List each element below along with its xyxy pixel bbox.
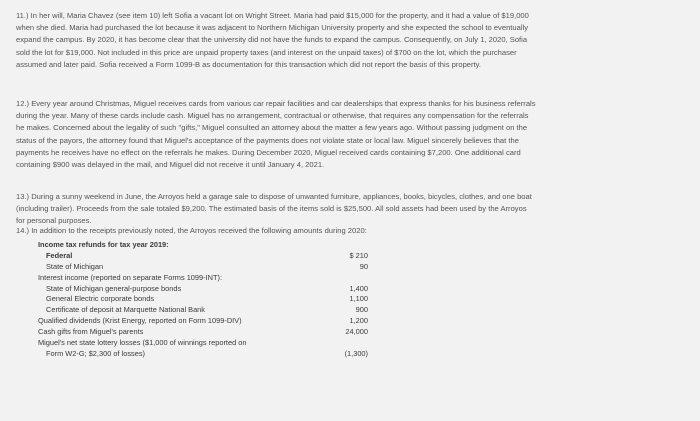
row-label: Qualified dividends (Krist Energy, reported on Form 1099-DIV) bbox=[38, 316, 242, 326]
row-label: Cash gifts from Miguel's parents bbox=[38, 327, 144, 337]
table-row bbox=[38, 305, 368, 316]
text-line: 13.) During a sunny weekend in June, the Arroyos held a garage sale to dispose of unwanted furniture, appliances, books, bicycles, clothes, and one boat bbox=[16, 192, 532, 201]
row-label: Certificate of deposit at Marquette National Bank bbox=[46, 305, 205, 315]
text-line: during the year. Many of these cards include cash. Miguel has no arrangement, contractual or otherwise, that requires any compensation for the referrals bbox=[16, 111, 529, 121]
row-label: State of Michigan bbox=[46, 261, 104, 271]
text-line: expand the campus. By 2020, it has become clear that the university did not have the funds to expand the campus. Consequently, on July 1, 2020, Sofia bbox=[16, 35, 528, 45]
item-11-paragraph bbox=[16, 10, 686, 71]
table-row bbox=[38, 273, 368, 284]
text-line: 12.) Every year around Christmas, Miguel receives cards from various car repair facilities and car dealerships that express thanks for his business referrals bbox=[16, 99, 536, 108]
row-value: 1,100 bbox=[349, 294, 368, 304]
table-row bbox=[38, 240, 368, 251]
text-line: for personal purposes. bbox=[16, 216, 92, 226]
row-value: $ 210 bbox=[349, 250, 368, 260]
table-row bbox=[38, 338, 368, 360]
row-value: 24,000 bbox=[345, 327, 368, 337]
item-14-paragraph bbox=[16, 225, 686, 237]
section-heading: Interest income (reported on separate Forms 1099-INT): bbox=[38, 272, 223, 282]
table-row bbox=[38, 316, 368, 327]
text-line: status of the payors, the attorney found that Miguel's acceptance of the payments does not violate state or local law. Miguel sincerely believes that the bbox=[16, 135, 519, 145]
row-label: State of Michigan general-purpose bonds bbox=[46, 283, 182, 293]
table-row bbox=[38, 284, 368, 295]
row-label: Federal bbox=[46, 250, 73, 260]
row-value: 90 bbox=[359, 261, 368, 271]
section-heading: Income tax refunds for tax year 2019: bbox=[38, 240, 169, 249]
table-row bbox=[38, 251, 368, 262]
text-line: he makes. Concerned about the legality of such "gifts," Miguel consulted an attorney about the matter a few years ago. Without passing judgment on the bbox=[16, 123, 528, 133]
text-line: containing $900 was delayed in the mail, and Miguel did not receive it until January 4, 2021. bbox=[16, 160, 325, 170]
text-line: (including trailer). Proceeds from the sale totaled $9,200. The estimated basis of the items sold is $25,500. All sold assets had been used by the Arroyos bbox=[16, 204, 527, 214]
text-line: when she died. Maria had purchased the lot because it was adjacent to Northern Michigan University property and she expected the school to eventually bbox=[16, 23, 529, 33]
row-value: 900 bbox=[355, 305, 368, 315]
row-label: General Electric corporate bonds bbox=[46, 294, 155, 304]
row-label-line: Miguel's net state lottery losses ($1,000 of winnings reported on bbox=[38, 338, 247, 348]
row-value: (1,300) bbox=[344, 349, 368, 359]
text-line: assumed and later paid. Sofia received a Form 1099-B as documentation for this transaction which did not report the basis of this property. bbox=[16, 59, 482, 69]
text-line: payments he receives have no effect on the referrals he makes. During December 2020, Miguel received cards containing $7,200. One additional card bbox=[16, 147, 521, 157]
text-line: 11.) In her will, Maria Chavez (see item 10) left Sofia a vacant lot on Wright Street. Maria had paid $15,000 for the property, and it had a value of $19,000 bbox=[16, 11, 529, 20]
table-row bbox=[38, 262, 368, 273]
row-label bbox=[38, 338, 246, 360]
row-value: 1,200 bbox=[349, 316, 368, 326]
row-value: 1,400 bbox=[349, 283, 368, 293]
table-row bbox=[38, 327, 368, 338]
item-14-intro: 14.) In addition to the receipts previously noted, the Arroyos received the following amounts during 2020: bbox=[16, 226, 367, 235]
item-12-paragraph bbox=[16, 98, 686, 171]
text-line: sold the lot for $19,000. Not included in this price are unpaid property taxes (and interest on the unpaid taxes) of $700 on the lot, which the purchaser bbox=[16, 47, 517, 57]
table-row bbox=[38, 294, 368, 305]
receipts-table bbox=[38, 240, 368, 360]
item-13-paragraph bbox=[16, 191, 686, 228]
row-label-line: Form W2-G; $2,300 of losses) bbox=[46, 348, 145, 358]
